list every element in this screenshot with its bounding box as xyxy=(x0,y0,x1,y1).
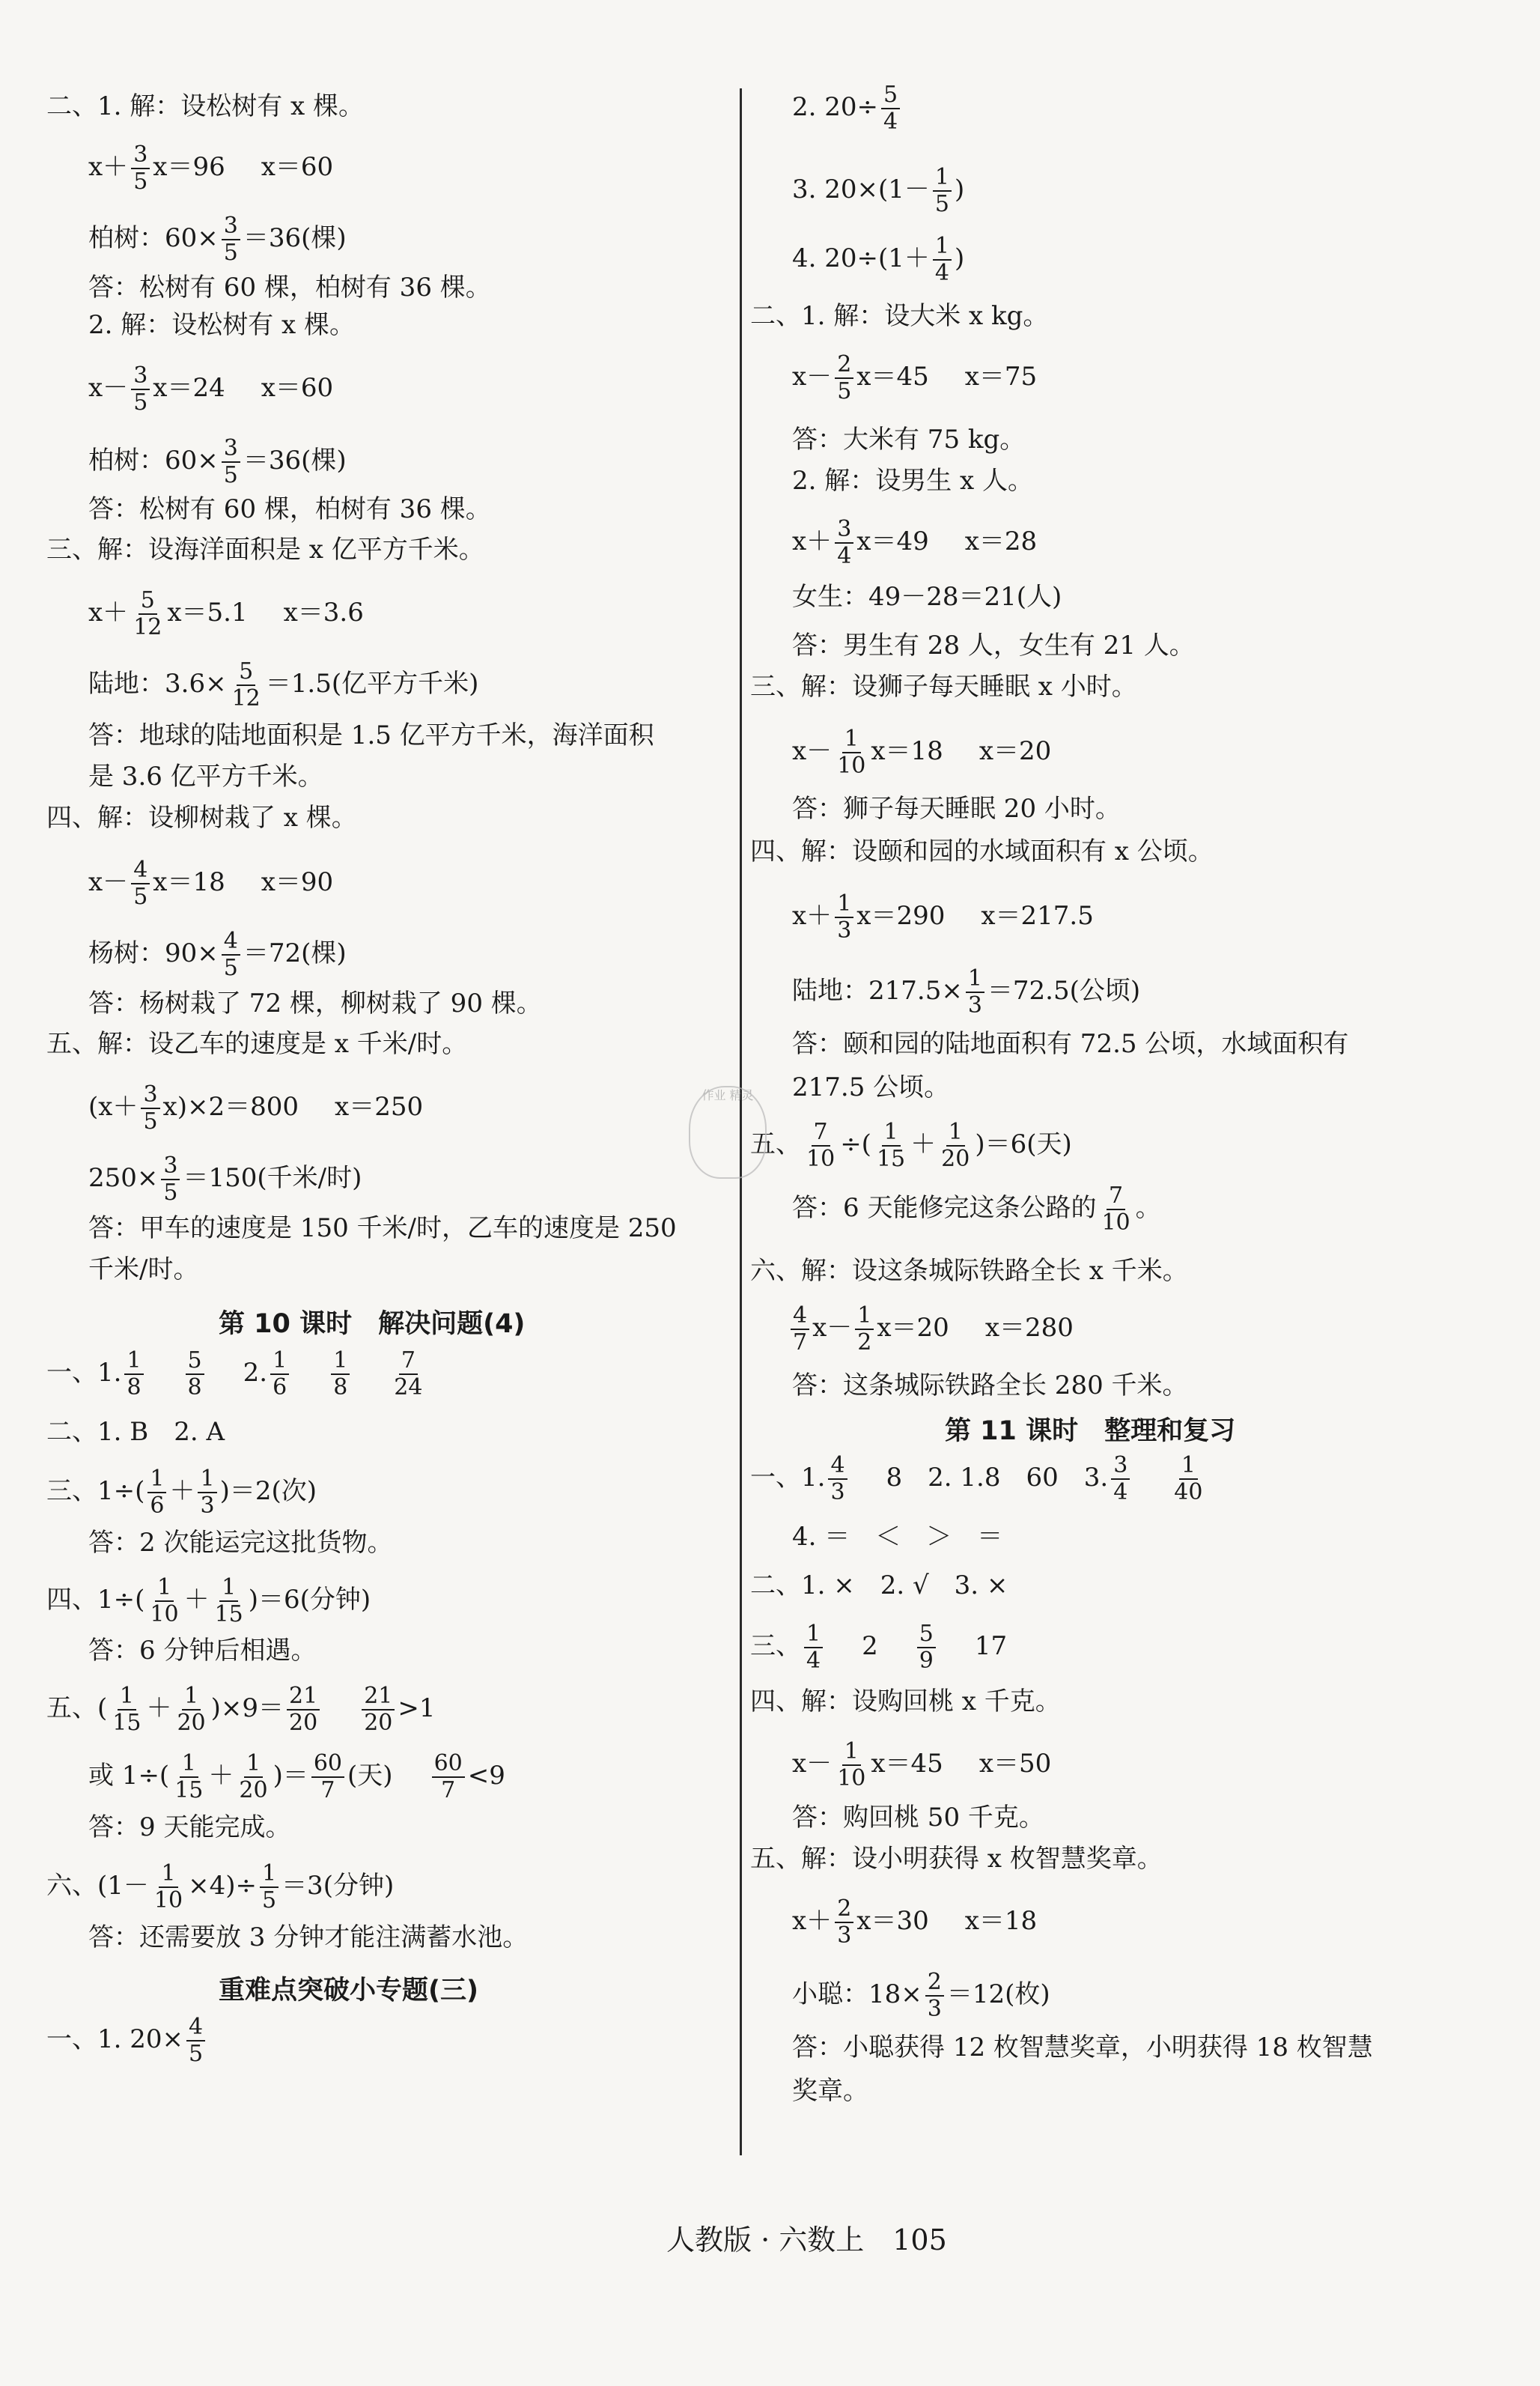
answer-line: 六、解：设这条城际铁路全长 x 千米。 xyxy=(750,1256,1188,1286)
equation-line: x－ $\frac{4}{5}$ x＝18 x＝90 xyxy=(88,857,334,910)
answer-line: 答：颐和园的陆地面积有 72.5 公顷，水域面积有 xyxy=(792,1029,1349,1059)
equation-line: x＋ $\frac{2}{3}$ x＝30 x＝18 xyxy=(792,1895,1038,1949)
equation-line: 或 1÷( $\frac{1}{15}$ ＋ $\frac{1}{20}$ )＝ $\frac{60}{7}$ (天) $\frac{60}{7}$ <9 xyxy=(88,1750,505,1803)
answer-line: 2. 解：设男生 x 人。 xyxy=(792,466,1034,496)
answer-line: 答：大米有 75 kg。 xyxy=(792,425,1026,455)
page-footer: 人教版 · 六数上 105 xyxy=(666,2223,947,2256)
watermark-stamp: 作业 精灵 xyxy=(689,1086,767,1179)
section-heading: 第 10 课时 解决问题(4) xyxy=(219,1309,526,1339)
answer-line: 217.5 公顷。 xyxy=(792,1072,950,1102)
equation-line: (x＋ $\frac{3}{5}$ x)×2＝800 x＝250 xyxy=(88,1081,424,1135)
equation-line: 柏树：60× $\frac{3}{5}$ ＝36(棵) xyxy=(88,435,347,488)
equation-line: 柏树：60× $\frac{3}{5}$ ＝36(棵) xyxy=(88,213,347,266)
answer-line: 答：男生有 28 人，女生有 21 人。 xyxy=(792,631,1195,661)
answer-line: 答：购回桃 50 千克。 xyxy=(792,1803,1044,1833)
section-heading: 第 11 课时 整理和复习 xyxy=(945,1416,1236,1446)
answer-line: 三、解：设狮子每天睡眠 x 小时。 xyxy=(750,672,1137,702)
answer-line: 二、1. 解：设松树有 x 棵。 xyxy=(46,91,365,121)
equation-line: x＋ $\frac{3}{5}$ x＝96 x＝60 xyxy=(88,142,334,195)
equation-line: x－ $\frac{3}{5}$ x＝24 x＝60 xyxy=(88,362,334,416)
equation-line: x＋ $\frac{1}{3}$ x＝290 x＝217.5 xyxy=(792,890,1094,944)
answer-line: 答：甲车的速度是 150 千米/时，乙车的速度是 250 xyxy=(88,1213,677,1243)
equation-line: 250× $\frac{3}{5}$ ＝150(千米/时) xyxy=(88,1153,362,1206)
answer-line: 二、1. × 2. √ 3. × xyxy=(750,1570,1008,1600)
answer-line: 答：杨树栽了 72 棵，柳树栽了 90 棵。 xyxy=(88,989,542,1019)
answer-line: 一、1. $\frac{4}{3}$ 8 2. 1.8 60 3. $\frac{3}{4}$ $\frac{1}{40}$ xyxy=(750,1452,1203,1505)
answer-line: 四、解：设颐和园的水域面积有 x 公顷。 xyxy=(750,837,1214,866)
equation-line: x＋ $\frac{5}{12}$ x＝5.1 x＝3.6 xyxy=(88,587,364,640)
answer-line: 答：地球的陆地面积是 1.5 亿平方千米，海洋面积 xyxy=(88,720,654,750)
answer-line: 答：2 次能运完这批货物。 xyxy=(88,1528,393,1558)
answer-line: 4. ＝ ＜ ＞ ＝ xyxy=(792,1522,1003,1552)
answer-line: 二、1. B 2. A xyxy=(46,1417,225,1447)
answer-line: 四、解：设购回桃 x 千克。 xyxy=(750,1687,1061,1716)
equation-line: 陆地：3.6× $\frac{5}{12}$ ＝1.5(亿平方千米) xyxy=(88,658,479,711)
equation-line: 三、1÷( $\frac{1}{6}$ ＋ $\frac{1}{3}$ )＝2(次) xyxy=(46,1466,317,1519)
equation-line: 五、 $\frac{7}{10}$ ÷( $\frac{1}{15}$ ＋ $\frac{1}{20}$ )＝6(天) xyxy=(750,1119,1072,1172)
answer-line: 答：小聪获得 12 枚智慧奖章，小明获得 18 枚智慧 xyxy=(792,2033,1373,2062)
equation-line: x－ $\frac{1}{10}$ x＝45 x＝50 xyxy=(792,1738,1052,1791)
answer-line: 是 3.6 亿平方千米。 xyxy=(88,762,323,792)
equation-line: 答：6 天能修完这条公路的 $\frac{7}{10}$ 。 xyxy=(792,1183,1161,1236)
answer-line: 女生：49－28＝21(人) xyxy=(792,582,1062,612)
answer-line: 千米/时。 xyxy=(88,1254,199,1284)
answer-line: 答：狮子每天睡眠 20 小时。 xyxy=(792,794,1121,824)
equation-line: 3. 20×(1－ $\frac{1}{5}$ ) xyxy=(792,164,965,217)
equation-line: x＋ $\frac{3}{4}$ x＝49 x＝28 xyxy=(792,516,1038,569)
answer-line: 奖章。 xyxy=(792,2076,868,2106)
answer-line: 答：这条城际铁路全长 280 千米。 xyxy=(792,1370,1188,1400)
answer-line: 三、 $\frac{1}{4}$ 2 $\frac{5}{9}$ 17 xyxy=(750,1621,1008,1674)
answer-line: 五、解：设乙车的速度是 x 千米/时。 xyxy=(46,1029,468,1059)
answer-line: 二、1. 解：设大米 x kg。 xyxy=(750,301,1049,331)
answer-line: 答：松树有 60 棵，柏树有 36 棵。 xyxy=(88,273,491,303)
answer-line: 2. 解：设松树有 x 棵。 xyxy=(88,310,356,340)
equation-line: 杨树：90× $\frac{4}{5}$ ＝72(棵) xyxy=(88,928,347,981)
equation-line: 小聪：18× $\frac{2}{3}$ ＝12(枚) xyxy=(792,1969,1050,2022)
answer-line: 一、1. $\frac{1}{8}$ $\frac{5}{8}$ 2. $\frac{1}{6}$ $\frac{1}{8}$ $\frac{7}{24}$ xyxy=(46,1347,423,1400)
answer-line: 答：9 天能完成。 xyxy=(88,1812,291,1842)
equation-line: 五、( $\frac{1}{15}$ ＋ $\frac{1}{20}$ )×9＝ $\frac{21}{20}$ $\frac{21}{20}$ >1 xyxy=(46,1683,436,1736)
equation-line: 2. 20÷ $\frac{5}{4}$ xyxy=(792,82,903,135)
answer-line: 答：还需要放 3 分钟才能注满蓄水池。 xyxy=(88,1922,529,1952)
equation-line: 陆地：217.5× $\frac{1}{3}$ ＝72.5(公顷) xyxy=(792,965,1141,1019)
answer-line: 答：松树有 60 棵，柏树有 36 棵。 xyxy=(88,494,491,524)
equation-line: 4. 20÷(1＋ $\frac{1}{4}$ ) xyxy=(792,233,965,286)
fraction: $\frac{3}{5}$ xyxy=(131,142,150,195)
answer-line: 四、解：设柳树栽了 x 棵。 xyxy=(46,803,357,833)
equation-line: $\frac{4}{7}$ x－ $\frac{1}{2}$ x＝20 x＝280 xyxy=(788,1303,1074,1356)
answer-line: 五、解：设小明获得 x 枚智慧奖章。 xyxy=(750,1844,1163,1874)
section-heading: 重难点突破小专题(三) xyxy=(219,1976,478,2006)
equation-line: x－ $\frac{2}{5}$ x＝45 x＝75 xyxy=(792,351,1038,404)
equation-line: 六、(1－ $\frac{1}{10}$ ×4)÷ $\frac{1}{5}$ ＝3(分钟) xyxy=(46,1860,395,1913)
equation-line: x－ $\frac{1}{10}$ x＝18 x＝20 xyxy=(792,726,1052,779)
equation-line: 四、1÷( $\frac{1}{10}$ ＋ $\frac{1}{15}$ )＝6(分钟) xyxy=(46,1574,371,1627)
answer-line: 三、解：设海洋面积是 x 亿平方千米。 xyxy=(46,535,484,565)
answer-line: 答：6 分钟后相遇。 xyxy=(88,1636,317,1666)
equation-line: 一、1. 20× $\frac{4}{5}$ xyxy=(46,2015,208,2067)
